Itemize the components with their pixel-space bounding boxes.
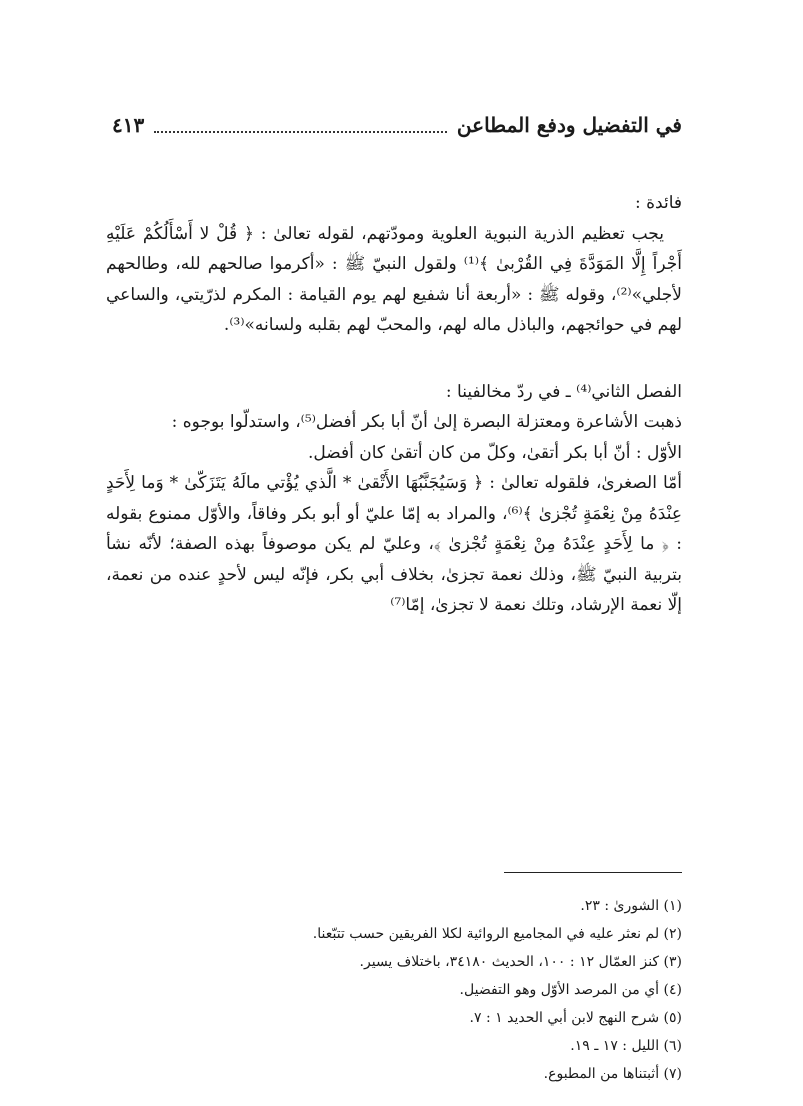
paragraph-benefit: يجب تعظيم الذرية النبوية العلوية ومودّتهم، لقوله تعالىٰ : ﴿ قُلْ لا أَسْأَلُكُمْ عَلَيْهِ أَجْراً إِلَّا المَوَدَّةَ فِي القُرْبىٰ ﴾⁽¹⁾ ولقول النبيّ ﷺ : «أكرموا صالحهم لله، وطالحهم لأجلي»⁽²⁾، وقوله ﷺ : «أربعة أنا شفيع لهم يوم القيامة : المكرم لذرّيتي، والساعي لهم في حوائجهم، والباذل ماله لهم، والمحبّ لهم بقلبه ولسانه»⁽³⁾.	[106, 223, 682, 335]
paragraph-opponents: ذهبت الأشاعرة ومعتزلة البصرة إلىٰ أنّ أبا بكر أفضل⁽⁵⁾، واستدلّوا بوجوه :	[171, 412, 682, 432]
footnote-6: (٦) الليل : ١٧ ـ ١٩.	[570, 1038, 682, 1054]
footnote-7: (٧) أثبتناها من المطبوع.	[543, 1066, 682, 1082]
paragraph-gap	[106, 341, 682, 377]
footnote-1: (١) الشورىٰ : ٢٣.	[580, 898, 682, 914]
section-heading-chapter-two: الفصل الثاني⁽⁴⁾ ـ في ردّ مخالفينا :	[445, 381, 682, 402]
section-heading-benefit: فائدة :	[635, 193, 682, 213]
footnote-5: (٥) شرح النهج لابن أبي الحديد ١ : ٧.	[469, 1010, 682, 1026]
footnote-3: (٣) كنز العمّال ١٢ : ١٠٠، الحديث ٣٤١٨٠، باختلاف يسير.	[359, 954, 682, 970]
paragraph-minor-premise: أمّا الصغرىٰ، فلقوله تعالىٰ : ﴿ وَسَيُجَنَّبُهَا الأَتْقىٰ * الَّذي يُؤْتي مالَهُ يَتَزَكّىٰ * وَما لِأَحَدٍ عِنْدَهُ مِنْ نِعْمَةٍ تُجْزىٰ ﴾⁽⁶⁾، والمراد به إمّا عليّ أو أبو بكر وفاقاً، والأوّل ممنوع بقوله : ﴿ ما لِأَحَدٍ عِنْدَهُ مِنْ نِعْمَةٍ تُجْزىٰ ﴾، وعليّ لم يكن موصوفاً بهذه الصفة؛ لأنّه نشأ بتربية النبيّ ﷺ، وذلك نعمة تجزىٰ، بخلاف أبي بكر، فإنّه ليس لأحدٍ عنده من نعمة، إلّا نعمة الإرشاد، وتلك نعمة لا تجزىٰ، إمّا⁽⁷⁾	[106, 473, 683, 615]
page-number: ٤١٣	[112, 113, 145, 137]
footnote-4: (٤) أي من المرصد الأوّل وهو التفضيل.	[459, 982, 682, 998]
footnote-divider	[504, 872, 682, 873]
chapter-title: في التفضيل ودفع المطاعن	[456, 113, 682, 137]
leader-dots	[154, 117, 447, 133]
running-header	[112, 108, 682, 142]
main-text	[106, 188, 682, 621]
footnotes	[106, 892, 682, 1088]
footnote-2: (٢) لم نعثر عليه في المجاميع الروائية لكلا الفريقين حسب تتبّعنا.	[312, 926, 682, 942]
paragraph-first-argument: الأوّل : أنّ أبا بكر أتقىٰ، وكلّ من كان أتقىٰ كان أفضل.	[307, 442, 682, 463]
